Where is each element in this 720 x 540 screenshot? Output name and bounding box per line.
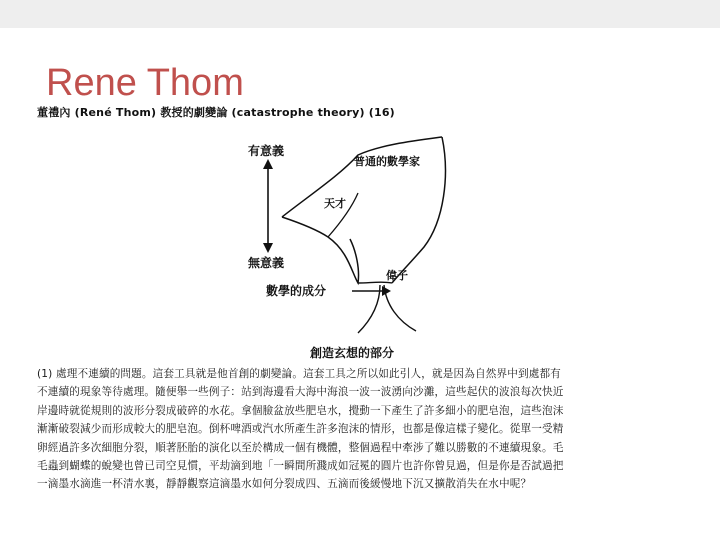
- label-creative-component: 創造玄想的部分: [310, 346, 395, 360]
- label-genius: 天才: [324, 197, 346, 210]
- body-line: (1) 處理不連續的問題。這套工具就是他首創的劇變論。這套工具之所以如此引人，就是因為自然界中到處都有: [37, 368, 561, 380]
- body-line: 卵經過許多次細胞分裂，順著胚胎的演化以至於構成一個有機體，整個過程中牽涉了難以勝數的不連續現象。毛: [37, 441, 564, 454]
- meaning-axis-arrowhead-down: [263, 243, 273, 253]
- body-line: 一滴墨水滴進一杯清水裏，靜靜觀察這滴墨水如何分裂成四、五滴而後緩慢地下沉又擴散消失在水中呢？: [37, 478, 532, 491]
- body-paragraph: [37, 365, 689, 494]
- label-ordinary-mathematician: 普通的數學家: [354, 155, 420, 168]
- body-line: 岸邊時就從規則的波形分裂成破碎的水花。拿個臉盆放些肥皂水，攪動一下產生了許多細小的肥皂泡，這些泡沫: [37, 404, 564, 417]
- label-meaningless: 無意義: [248, 256, 285, 270]
- catastrophe-diagram: [240, 133, 480, 365]
- label-math-component: 數學的成分: [266, 284, 327, 298]
- label-meaningful: 有意義: [248, 144, 285, 158]
- body-line: 不連續的現象等待處理。隨便舉一些例子：站到海邊看大海中海浪一波一波湧向沙灘，這些起伏的波浪每次快近: [37, 386, 564, 399]
- label-great-man: 偉子: [386, 269, 408, 282]
- cusp-stem-left: [358, 285, 380, 333]
- slide-title: Rene Thom: [46, 62, 244, 104]
- meaning-axis-arrowhead-up: [263, 159, 273, 169]
- body-line: 漸漸破裂減少而形成較大的肥皂泡。倒杯啤酒或汽水所產生許多泡沫的情形，也都是像這樣子變化。從單一受精: [37, 423, 564, 436]
- fold-bottom-edge: [358, 282, 392, 283]
- document-heading: 董禮內 (René Thom) 教授的劇變論 (catastrophe theory) (16): [37, 106, 395, 119]
- fold-surface-left-edge: [282, 217, 359, 283]
- top-bar: [0, 0, 720, 28]
- body-line: 毛蟲到蝴蝶的蛻變也曾已司空見慣，平劫滴到地「一瞬間所濺成如冠冕的圓片也許你曾見過，但是你是否試過把: [37, 460, 564, 473]
- math-component-arrowhead: [382, 286, 391, 296]
- fold-surface-top-edge: [282, 137, 442, 217]
